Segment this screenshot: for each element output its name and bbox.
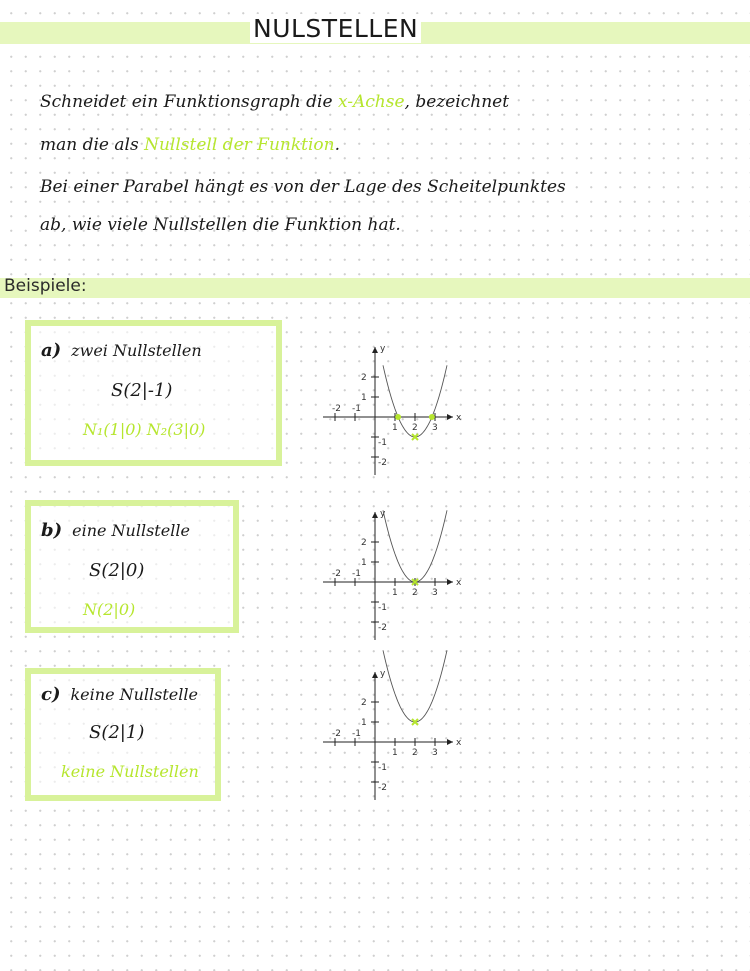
x-axis-label: x bbox=[456, 578, 462, 588]
y-axis-label: y bbox=[380, 509, 386, 519]
intro-line-2-text-b: . bbox=[334, 135, 341, 155]
y-tick-label: 2 bbox=[361, 698, 367, 708]
y-tick-label: 1 bbox=[361, 558, 367, 568]
x-tick-label: 1 bbox=[392, 748, 398, 758]
y-tick-label: -1 bbox=[378, 603, 387, 613]
x-axis-label: x bbox=[456, 738, 462, 748]
y-axis-label: y bbox=[380, 669, 386, 679]
intro-line-1 bbox=[40, 92, 509, 112]
x-tick-label: -1 bbox=[352, 569, 361, 579]
graph-c bbox=[310, 660, 470, 793]
example-box-b bbox=[25, 500, 239, 633]
y-tick-label: -1 bbox=[378, 763, 387, 773]
parabola-curve bbox=[383, 510, 447, 582]
intro-line-2 bbox=[40, 135, 340, 155]
root-marker bbox=[395, 414, 401, 420]
x-tick-label: -1 bbox=[352, 404, 361, 414]
x-tick-label: -2 bbox=[332, 729, 341, 739]
example-c-vertex: S(2|1) bbox=[89, 722, 145, 743]
example-b-heading-text: eine Nullstelle bbox=[72, 521, 190, 540]
example-a-heading bbox=[41, 340, 202, 361]
intro-line-4: ab, wie viele Nullstellen die Funktion hat. bbox=[40, 215, 401, 235]
y-axis-arrow bbox=[372, 672, 378, 678]
example-c-heading-text: keine Nullstelle bbox=[70, 685, 198, 704]
y-axis-arrow bbox=[372, 512, 378, 518]
example-a-letter: a) bbox=[41, 340, 62, 361]
example-b-roots: N(2|0) bbox=[83, 600, 136, 619]
x-tick-label: -2 bbox=[332, 404, 341, 414]
example-b-vertex: S(2|0) bbox=[89, 560, 145, 581]
x-tick-label: 1 bbox=[392, 588, 398, 598]
page-title: NULSTELLEN bbox=[250, 14, 421, 43]
x-tick-label: -1 bbox=[352, 729, 361, 739]
parabola-curve bbox=[383, 650, 447, 722]
root-marker bbox=[429, 414, 435, 420]
x-axis-arrow bbox=[447, 579, 453, 585]
y-axis-arrow bbox=[372, 347, 378, 353]
intro-line-1-text-a: Schneidet ein Funktionsgraph die bbox=[40, 92, 338, 112]
x-tick-label: 2 bbox=[412, 748, 418, 758]
intro-line-2-text-a: man die als bbox=[40, 135, 145, 155]
x-axis-arrow bbox=[447, 414, 453, 420]
intro-x-achse-highlight: x-Achse bbox=[337, 92, 405, 112]
example-box-a bbox=[25, 320, 282, 466]
y-tick-label: -2 bbox=[378, 458, 387, 468]
y-tick-label: -2 bbox=[378, 783, 387, 793]
examples-highlight-band bbox=[0, 278, 750, 298]
y-tick-label: 1 bbox=[361, 393, 367, 403]
example-a-heading-text: zwei Nullstellen bbox=[71, 341, 202, 360]
example-b-letter: b) bbox=[41, 520, 63, 541]
intro-line-3: Bei einer Parabel hängt es von der Lage des Scheitelpunktes bbox=[40, 177, 566, 197]
x-tick-label: 3 bbox=[432, 423, 438, 433]
example-c-letter: c) bbox=[41, 684, 61, 705]
x-tick-label: -2 bbox=[332, 569, 341, 579]
y-tick-label: -2 bbox=[378, 623, 387, 633]
examples-label: Beispiele: bbox=[4, 276, 87, 296]
y-tick-label: 2 bbox=[361, 538, 367, 548]
y-tick-label: -1 bbox=[378, 438, 387, 448]
x-tick-label: 1 bbox=[392, 423, 398, 433]
example-c-roots: keine Nullstellen bbox=[61, 762, 199, 781]
x-tick-label: 3 bbox=[432, 748, 438, 758]
x-axis-label: x bbox=[456, 413, 462, 423]
x-axis-arrow bbox=[447, 739, 453, 745]
x-tick-label: 2 bbox=[412, 588, 418, 598]
example-box-c bbox=[25, 668, 221, 801]
example-a-roots: N₁(1|0) N₂(3|0) bbox=[83, 420, 206, 439]
intro-nullstelle-highlight: Nullstell der Funktion bbox=[144, 135, 335, 155]
x-tick-label: 3 bbox=[432, 588, 438, 598]
graph-b bbox=[310, 500, 470, 633]
x-tick-label: 2 bbox=[412, 423, 418, 433]
example-b-heading bbox=[41, 520, 190, 541]
intro-line-1-text-b: , bezeichnet bbox=[404, 92, 510, 112]
example-a-vertex: S(2|-1) bbox=[111, 380, 173, 401]
y-tick-label: 2 bbox=[361, 373, 367, 383]
graph-a bbox=[310, 335, 470, 468]
y-tick-label: 1 bbox=[361, 718, 367, 728]
example-c-heading bbox=[41, 684, 198, 705]
y-axis-label: y bbox=[380, 344, 386, 354]
